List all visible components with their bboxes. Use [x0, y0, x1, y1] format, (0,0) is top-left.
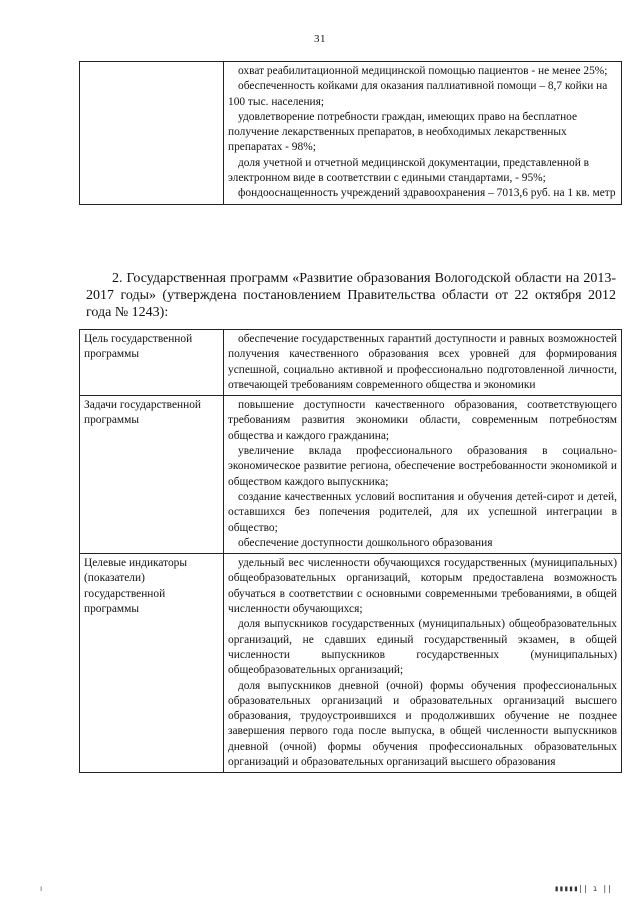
list-item: повышение доступности качественного образования, соответствующего требованиям развития экономики области, современным потребностям общества и каждого гражданина;: [228, 399, 617, 442]
row-content-goal: [224, 330, 622, 396]
table-row: [80, 554, 622, 773]
row-content-tasks: [224, 396, 622, 554]
list-item: создание качественных условий воспитания и обучения детей-сирот и детей, оставшихся без попечения родителей, для их успешной интеграции в общество;: [228, 490, 617, 534]
list-item: фондооснащенность учреждений здравоохранения – 7013,6 руб. на 1 кв. метр: [238, 187, 616, 200]
row-label: Задачи государственной программы: [84, 399, 202, 427]
scan-mark-left: ı: [40, 884, 43, 893]
program-table: [79, 329, 622, 773]
table-row: [80, 396, 622, 554]
row-label: Цель государственной программы: [84, 333, 193, 361]
list-item: обеспеченность койками для оказания паллиативной помощи – 8,7 койки на 100 тыс. населения;: [228, 80, 608, 108]
row-label-indicators: [80, 554, 224, 773]
page-number: 31: [314, 33, 326, 45]
list-item: увеличение вклада профессионального образования в социально-экономическое развитие региона, обеспечение востребованности экономикой и обществом каждого выпускника;: [228, 445, 617, 488]
table-row: [80, 62, 622, 205]
list-item: обеспечение государственных гарантий доступности и равных возможностей получения качественного образования всех уровней для формирования успешной, социально активной и профессионально подготовленной личности, отвечающей требованиям современного общества и экономики: [228, 333, 617, 391]
list-item: удовлетворение потребности граждан, имеющих право на бесплатное получение лекарственных препаратов, в необходимых лекарственных препаратах - 98%;: [228, 110, 578, 154]
table-row: [80, 330, 622, 396]
row-label-tasks: [80, 396, 224, 554]
section-heading: 2. Государственная программ «Развитие образования Вологодской области на 2013-2017 годы» (утверждена постановлением Правительства области от 22 октября 2012 года № 1243):: [86, 271, 616, 320]
row-label: Целевые индикаторы (показатели) государственной программы: [84, 557, 188, 616]
row-label-goal: [80, 330, 224, 396]
row-content-indicators: [224, 554, 622, 773]
list-item: обеспечение доступности дошкольного образования: [238, 536, 493, 549]
list-item: доля учетной и отчетной медицинской документации, представленной в электронном виде в соответствии с едиными стандартами, - 95%;: [228, 156, 590, 185]
list-item: доля выпускников государственных (муниципальных) общеобразовательных организаций, не сдавших единый государственный экзамен, в общей численности выпускников государственных (муниципальных) общеобразовательных организаций;: [228, 618, 617, 677]
list-item: охват реабилитационной медицинской помощью пациентов - не менее 25%;: [238, 65, 608, 77]
continuation-table: [79, 61, 622, 205]
list-item: доля выпускников дневной (очной) формы обучения профессиональных образовательных организаций и образовательных организаций высшего образования, трудоустроившихся и продолживших обучение не позднее завершения первого года после выпуска, в общей численности выпускников дневной (очной) формы обучения профессиональных образовательных организаций и образовательных организаций высшего образования: [228, 679, 617, 769]
empty-label-cell: [80, 62, 224, 205]
list-item: удельный вес численности обучающихся государственных (муниципальных) общеобразовательных организаций, которым предоставлена возможность обучаться в соответствии с основными современными требованиями, в общей численности обучающихся;: [228, 557, 617, 616]
barcode-mark: ▮▮▮▮▮|| ı ||: [554, 884, 612, 893]
indicators-cell: [224, 62, 622, 205]
